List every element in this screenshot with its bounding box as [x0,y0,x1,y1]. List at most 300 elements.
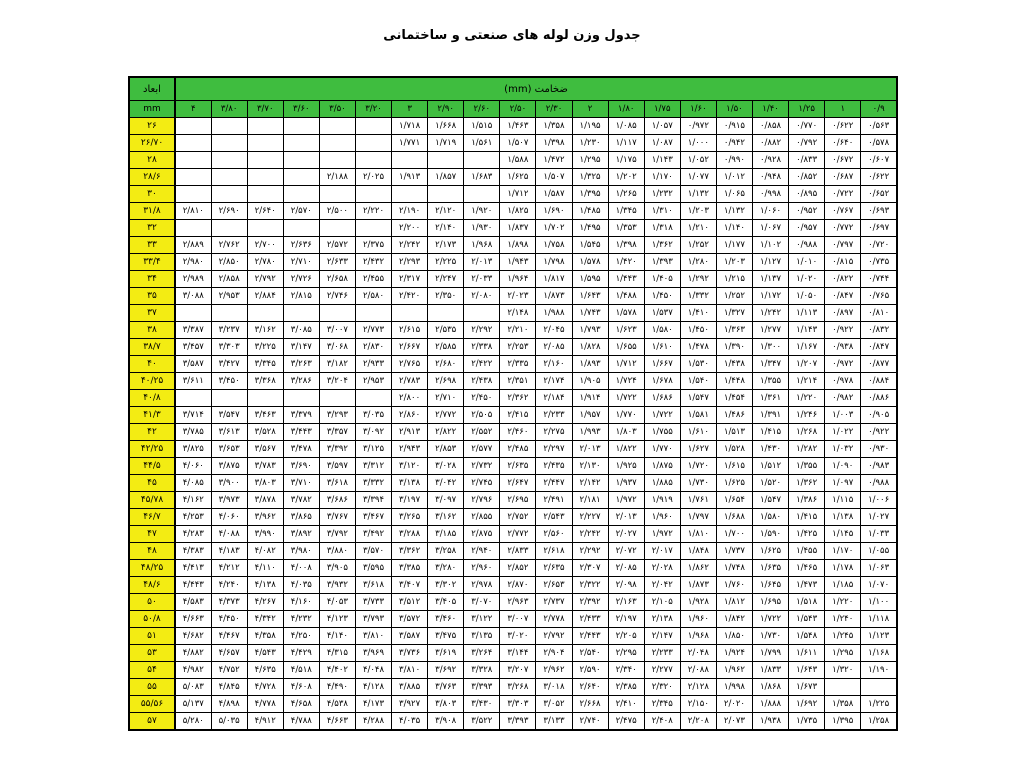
weight-cell: ۴/۱۲۳ [319,611,355,628]
weight-cell: ۱/۶۹۲ [789,696,825,713]
weight-cell: ۱/۰۷۷ [680,169,716,186]
weight-cell: ۲/۶۴۰ [247,203,283,220]
weight-cell: ۱/۷۷۰ [644,441,680,458]
weight-cell [319,186,355,203]
dimension-cell: ۴۴/۵ [129,458,175,475]
weight-cell: ۳/۷۹۳ [355,611,391,628]
weight-cell: ۴/۷۸۸ [283,713,319,731]
weight-cell: ۳/۳۹۳ [464,679,500,696]
weight-cell: ۴/۲۶۷ [247,594,283,611]
weight-cell: ۲/۸۱۵ [283,288,319,305]
weight-cell: ۳/۰۲۸ [428,458,464,475]
weight-cell: ۱/۵۱۵ [464,118,500,135]
weight-cell [175,118,211,135]
weight-cell: ۲/۹۱۳ [392,424,428,441]
weight-cell: ۲/۵۸۵ [428,339,464,356]
weight-cell: ۳/۲۶۵ [392,509,428,526]
weight-cell: ۳/۴۶۷ [355,509,391,526]
weight-cell: ۱/۱۰۰ [861,594,897,611]
weight-cell: ۲/۷۰۰ [247,237,283,254]
weight-cell: ۳/۷۸۳ [247,458,283,475]
weight-cell: ۰/۹۸۲ [825,390,861,407]
weight-cell: ۳/۹۷۳ [211,492,247,509]
weight-cell: ۱/۱۸۵ [825,577,861,594]
weight-cell: ۰/۸۳۳ [789,152,825,169]
weight-cell: ۱/۱۳۷ [753,271,789,288]
weight-cell: ۲/۲۲۷ [572,509,608,526]
dimension-cell: ۴۱/۳ [129,407,175,424]
weight-cell: ۲/۰۲۰ [716,696,752,713]
weight-cell [211,220,247,237]
weight-cell: ۱/۶۱۰ [644,339,680,356]
weight-cell: ۴/۰۵۳ [319,594,355,611]
weight-cell: ۴/۶۵۷ [211,645,247,662]
weight-cell: ۰/۸۳۲ [861,322,897,339]
weight-cell: ۴/۶۵۸ [283,696,319,713]
weight-cell: ۰/۷۶۵ [861,288,897,305]
weight-cell: ۰/۷۲۲ [825,186,861,203]
weight-cell [247,169,283,186]
weight-cell: ۰/۸۷۷ [861,356,897,373]
weight-cell: ۲/۱۷۳ [428,237,464,254]
weight-cell: ۴/۱۶۰ [283,594,319,611]
weight-cell: ۲/۳۴۵ [644,696,680,713]
dimension-cell: ۳۳/۴ [129,254,175,271]
weight-cell [428,186,464,203]
weight-cell: ۱/۱۱۳ [789,305,825,322]
weight-cell: ۲/۱۳۰ [572,458,608,475]
weight-cell: ۱/۸۲۲ [608,441,644,458]
weight-cell: ۲/۴۰۸ [644,713,680,731]
thickness-column-header: ۲/۳۰ [536,101,572,118]
weight-cell: ۱/۲۳۰ [572,135,608,152]
weight-cell: ۱/۹۶۰ [644,509,680,526]
weight-cell [175,305,211,322]
weight-cell: ۲/۸۱۰ [175,203,211,220]
weight-cell: ۱/۱۴۳ [644,152,680,169]
weight-cell: ۲/۲۲۵ [428,254,464,271]
weight-cell: ۱/۷۵۵ [644,424,680,441]
table-row [129,118,897,135]
table-row [129,458,897,475]
weight-cell: ۱/۰۸۵ [608,118,644,135]
dimension-cell: ۲۶ [129,118,175,135]
weight-cell: ۳/۸۷۵ [211,458,247,475]
weight-cell: ۱/۲۱۰ [680,220,716,237]
weight-cell: ۲/۱۸۸ [319,169,355,186]
weight-cell: ۰/۷۶۷ [825,203,861,220]
table-row [129,577,897,594]
weight-cell: ۲/۱۶۰ [536,356,572,373]
dimension-cell: ۳۰ [129,186,175,203]
weight-cell: ۱/۴۷۸ [680,339,716,356]
weight-cell: ۱/۸۴۲ [716,611,752,628]
weight-cell: ۲/۰۸۰ [464,288,500,305]
weight-cell: ۱/۹۹۸ [716,679,752,696]
thickness-column-header: ۱ [825,101,861,118]
weight-cell: ۲/۸۶۰ [392,407,428,424]
header-row-titles [129,77,897,101]
weight-cell: ۱/۶۲۷ [680,441,716,458]
weight-cell: ۳/۶۱۳ [211,424,247,441]
weight-cell: ۰/۹۳۸ [825,339,861,356]
weight-cell: ۳/۲۰۴ [319,373,355,390]
weight-cell: ۱/۶۵۴ [716,492,752,509]
table-row [129,407,897,424]
weight-cell: ۲/۴۳۲ [355,254,391,271]
weight-cell: ۲/۶۵۸ [319,271,355,288]
thickness-column-header: ۱/۶۰ [680,101,716,118]
weight-cell: ۱/۶۴۳ [572,288,608,305]
weight-cell [211,390,247,407]
weight-cell: ۱/۴۱۵ [789,509,825,526]
thickness-column-header: ۲/۹۰ [428,101,464,118]
weight-cell: ۰/۹۲۸ [753,152,789,169]
weight-cell [428,305,464,322]
weight-cell: ۴/۵۴۳ [247,645,283,662]
weight-cell: ۳/۴۳۰ [464,696,500,713]
weight-cell [247,390,283,407]
thickness-header: ضخامت (mm) [175,77,897,101]
weight-cell: ۳/۵۹۵ [355,560,391,577]
weight-cell [283,152,319,169]
table-row [129,424,897,441]
weight-cell: ۲/۴۷۵ [608,713,644,731]
weight-cell: ۲/۲۹۵ [608,645,644,662]
weight-cell: ۲/۶۳۵ [500,458,536,475]
weight-cell: ۲/۰۸۸ [680,662,716,679]
thickness-column-header: ۱/۴۰ [753,101,789,118]
weight-cell: ۱/۲۱۴ [789,373,825,390]
weight-cell [283,169,319,186]
weight-cell: ۳/۸۶۵ [283,509,319,526]
table-row [129,237,897,254]
weight-cell: ۲/۶۴۷ [500,475,536,492]
weight-cell: ۲/۰۴۲ [644,577,680,594]
weight-cell: ۱/۰۹۷ [825,475,861,492]
dimension-cell: ۲۸ [129,152,175,169]
weight-cell: ۰/۶۷۲ [825,152,861,169]
weight-cell: ۴/۱۶۲ [175,492,211,509]
weight-cell: ۲/۰۲۵ [355,169,391,186]
weight-cell: ۱/۴۵۵ [789,543,825,560]
weight-cell: ۱/۵۱۲ [753,458,789,475]
weight-cell [283,305,319,322]
weight-cell: ۱/۴۷۲ [536,152,572,169]
weight-cell [211,135,247,152]
weight-cell: ۳/۹۶۹ [355,645,391,662]
weight-cell: ۴/۵۱۸ [283,662,319,679]
weight-cell: ۰/۷۳۵ [861,254,897,271]
weight-cell: ۱/۹۵۷ [572,407,608,424]
weight-cell: ۰/۶۸۷ [825,169,861,186]
weight-cell: ۰/۹۸۸ [789,237,825,254]
weight-cell: ۱/۹۹۳ [572,424,608,441]
weight-cell: ۳/۶۹۰ [283,458,319,475]
weight-cell: ۱/۸۱۷ [536,271,572,288]
dimension-cell: ۴۷ [129,526,175,543]
weight-cell: ۴/۳۵۸ [247,628,283,645]
weight-cell: ۰/۸۵۲ [789,169,825,186]
weight-cell: ۳/۰۵۲ [536,696,572,713]
weight-cell: ۰/۷۷۲ [825,220,861,237]
weight-cell: ۳/۶۸۶ [319,492,355,509]
dimension-cell: ۲۶/۷۰ [129,135,175,152]
weight-cell: ۴/۰۶۰ [175,458,211,475]
weight-cell: ۱/۵۸۷ [536,186,572,203]
weight-cell: ۳/۲۹۳ [319,407,355,424]
weight-cell: ۲/۵۹۰ [572,662,608,679]
weight-cell: ۱/۴۷۳ [789,577,825,594]
weight-cell: ۱/۴۵۰ [680,322,716,339]
weight-cell: ۰/۷۲۰ [861,237,897,254]
weight-cell: ۲/۱۶۳ [608,594,644,611]
weight-cell: ۳/۲۶۳ [283,356,319,373]
pipe-weight-table-container [128,76,898,731]
weight-cell: ۱/۸۷۵ [644,458,680,475]
weight-cell: ۱/۴۹۵ [572,220,608,237]
weight-cell: ۱/۵۲۸ [716,441,752,458]
weight-cell: ۱/۶۷۸ [644,373,680,390]
weight-cell: ۱/۱۷۵ [608,152,644,169]
weight-cell: ۲/۶۶۷ [392,339,428,356]
weight-cell: ۱/۷۹۳ [572,322,608,339]
weight-cell: ۱/۸۵۷ [428,169,464,186]
dimension-cell: ۵۴ [129,662,175,679]
weight-cell: ۰/۸۱۰ [861,305,897,322]
weight-cell: ۲/۲۹۳ [392,254,428,271]
weight-cell: ۱/۹۲۰ [464,203,500,220]
weight-cell: ۳/۸۸۵ [392,679,428,696]
weight-cell [283,220,319,237]
weight-cell: ۲/۶۵۳ [536,577,572,594]
weight-cell: ۱/۶۹۵ [753,594,789,611]
weight-cell: ۳/۲۶۴ [464,645,500,662]
weight-cell: ۳/۴۶۳ [247,407,283,424]
weight-cell: ۳/۰۹۲ [355,424,391,441]
dimension-cell: ۳۷ [129,305,175,322]
weight-cell: ۲/۲۱۰ [500,322,536,339]
weight-cell: ۰/۷۷۰ [789,118,825,135]
weight-cell: ۳/۶۱۸ [355,577,391,594]
weight-cell: ۳/۶۱۱ [175,373,211,390]
weight-cell: ۱/۲۷۷ [753,322,789,339]
weight-cell: ۰/۹۱۵ [716,118,752,135]
weight-cell: ۱/۲۵۸ [861,713,897,731]
table-row [129,288,897,305]
weight-cell [247,220,283,237]
weight-cell [175,390,211,407]
weight-cell: ۳/۸۰۳ [428,696,464,713]
dimension-cell: ۴۲/۲۵ [129,441,175,458]
weight-cell: ۳/۴۹۲ [355,526,391,543]
pipe-weight-table [128,76,898,731]
weight-cell: ۱/۵۸۰ [753,509,789,526]
weight-cell: ۲/۷۴۵ [464,475,500,492]
weight-cell: ۱/۶۷۳ [789,679,825,696]
weight-cell: ۲/۷۳۲ [464,458,500,475]
weight-cell: ۵/۰۳۵ [211,713,247,731]
weight-cell: ۲/۷۵۲ [500,509,536,526]
weight-cell: ۳/۲۸۸ [392,526,428,543]
unit-header: mm [129,101,175,118]
weight-cell: ۲/۰۱۳ [464,254,500,271]
table-row [129,339,897,356]
weight-cell: ۳/۳۱۲ [355,458,391,475]
weight-cell: ۱/۱۷۷ [716,237,752,254]
weight-cell: ۳/۴۵۷ [175,339,211,356]
weight-cell: ۰/۶۲۲ [861,169,897,186]
table-row [129,322,897,339]
weight-cell: ۱/۹۸۸ [536,305,572,322]
weight-cell: ۱/۵۷۸ [608,305,644,322]
weight-cell: ۱/۱۴۳ [789,322,825,339]
weight-cell: ۴/۴۴۳ [175,577,211,594]
weight-cell: ۲/۷۴۰ [572,713,608,731]
weight-cell: ۱/۰۶۰ [753,203,789,220]
weight-cell: ۳/۵۸۷ [175,356,211,373]
table-row [129,220,897,237]
weight-cell: ۱/۵۹۰ [753,526,789,543]
weight-cell: ۲/۸۵۸ [211,271,247,288]
weight-cell: ۲/۹۳۳ [355,356,391,373]
table-row [129,662,897,679]
weight-cell: ۲/۶۹۵ [500,492,536,509]
table-row [129,628,897,645]
weight-cell: ۱/۳۹۸ [536,135,572,152]
weight-cell: ۳/۰۸۸ [175,288,211,305]
weight-cell: ۳/۶۱۹ [428,645,464,662]
weight-cell: ۱/۱۲۳ [861,628,897,645]
weight-cell: ۲/۳۵۰ [428,288,464,305]
weight-cell: ۱/۱۴۰ [716,220,752,237]
table-row [129,543,897,560]
weight-cell: ۳/۱۹۷ [392,492,428,509]
weight-cell: ۴/۱۱۰ [247,560,283,577]
weight-cell: ۳/۳۶۸ [247,373,283,390]
dimension-cell: ۴۵/۷۸ [129,492,175,509]
weight-cell: ۲/۷۷۸ [536,611,572,628]
weight-cell: ۰/۷۹۲ [789,135,825,152]
weight-cell: ۲/۱۷۴ [536,373,572,390]
weight-cell: ۱/۰۳۳ [861,526,897,543]
table-row [129,560,897,577]
weight-cell: ۱/۲۹۲ [680,271,716,288]
weight-cell: ۳/۴۷۸ [283,441,319,458]
weight-cell: ۲/۶۹۰ [211,203,247,220]
thickness-column-header: ۳/۶۰ [283,101,319,118]
weight-cell: ۳/۶۵۳ [211,441,247,458]
thickness-column-header: ۲/۵۰ [500,101,536,118]
weight-cell: ۰/۷۹۷ [825,237,861,254]
weight-cell: ۲/۴۱۵ [500,407,536,424]
weight-cell [247,305,283,322]
weight-cell: ۲/۸۳۳ [500,543,536,560]
weight-cell: ۱/۰۶۵ [716,186,752,203]
weight-cell: ۲/۲۴۲ [572,526,608,543]
weight-cell: ۱/۰۶۷ [753,220,789,237]
weight-cell: ۱/۰۳۲ [825,441,861,458]
weight-cell: ۳/۱۲۰ [392,458,428,475]
weight-cell: ۱/۲۶۵ [608,186,644,203]
weight-cell: ۳/۹۳۲ [319,577,355,594]
dimension-cell: ۴۰ [129,356,175,373]
weight-cell: ۲/۱۹۷ [608,611,644,628]
weight-cell: ۱/۰۸۷ [644,135,680,152]
weight-cell: ۴/۳۸۳ [175,543,211,560]
weight-cell: ۱/۸۲۸ [572,339,608,356]
dimension-header: ابعاد [129,77,175,101]
weight-cell: ۲/۵۰۵ [464,407,500,424]
weight-cell: ۲/۴۶۰ [500,424,536,441]
thickness-column-header: ۱/۸۰ [608,101,644,118]
weight-cell: ۰/۶۰۷ [861,152,897,169]
weight-cell: ۵/۱۳۷ [175,696,211,713]
weight-cell: ۲/۷۲۶ [283,271,319,288]
weight-cell: ۱/۳۳۲ [680,288,716,305]
weight-cell: ۴/۴۹۰ [319,679,355,696]
weight-cell: ۱/۹۶۸ [680,628,716,645]
table-row [129,611,897,628]
weight-cell [392,186,428,203]
weight-cell: ۰/۹۵۲ [789,203,825,220]
weight-cell: ۱/۹۳۸ [753,713,789,731]
thickness-column-header: ۳/۲۰ [355,101,391,118]
weight-cell: ۱/۱۳۲ [680,186,716,203]
weight-cell: ۳/۳۹۴ [355,492,391,509]
weight-cell [247,152,283,169]
weight-cell: ۱/۴۱۰ [680,305,716,322]
weight-cell: ۴/۲۴۰ [211,577,247,594]
weight-cell: ۲/۰۲۳ [500,288,536,305]
weight-cell: ۱/۲۲۰ [825,594,861,611]
weight-cell: ۳/۰۴۲ [428,475,464,492]
weight-cell: ۳/۲۸۶ [283,373,319,390]
weight-cell [283,135,319,152]
weight-cell: ۴/۷۷۸ [247,696,283,713]
weight-cell: ۱/۸۷۳ [680,577,716,594]
weight-cell: ۱/۱۷۲ [753,288,789,305]
weight-cell: ۰/۶۴۰ [825,135,861,152]
weight-cell: ۴/۹۸۲ [175,662,211,679]
weight-cell: ۱/۷۴۳ [572,305,608,322]
weight-cell [355,390,391,407]
weight-cell: ۱/۱۳۸ [825,509,861,526]
weight-cell: ۱/۱۷۸ [825,560,861,577]
weight-cell: ۲/۲۲۰ [355,203,391,220]
weight-cell: ۱/۹۰۵ [572,373,608,390]
weight-cell: ۲/۷۷۲ [428,407,464,424]
weight-cell: ۳/۸۰۳ [247,475,283,492]
weight-cell: ۱/۶۸۳ [464,169,500,186]
weight-cell [319,135,355,152]
weight-cell: ۲/۴۳۸ [464,373,500,390]
weight-cell: ۴/۱۲۸ [355,679,391,696]
weight-cell: ۲/۰۱۳ [572,441,608,458]
weight-cell: ۱/۴۸۵ [572,203,608,220]
weight-cell: ۱/۷۰۰ [716,526,752,543]
thickness-column-header: ۳ [392,101,428,118]
weight-cell: ۱/۱۶۷ [789,339,825,356]
weight-cell: ۲/۴۵۰ [464,390,500,407]
weight-cell: ۲/۳۲۰ [644,679,680,696]
weight-cell: ۲/۹۴۰ [464,543,500,560]
thickness-column-header: ۳/۷۰ [247,101,283,118]
weight-cell [247,186,283,203]
weight-cell: ۱/۲۱۵ [716,271,752,288]
weight-cell: ۰/۵۶۳ [861,118,897,135]
thickness-column-header: ۲ [572,101,608,118]
